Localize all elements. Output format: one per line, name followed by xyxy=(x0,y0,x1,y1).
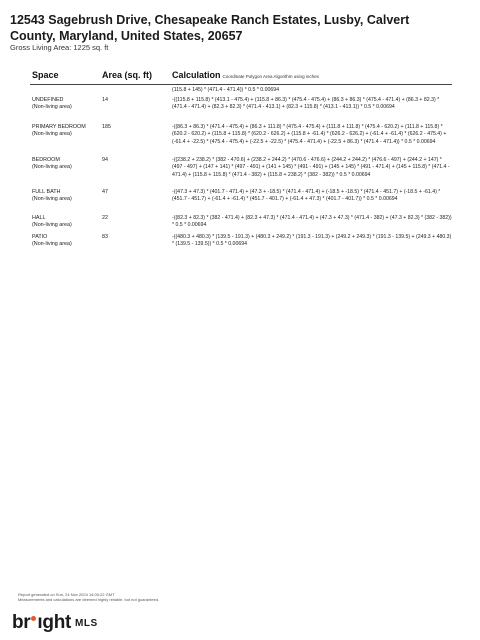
calculation-cell: -((115.8 + 115.8) * (413.1 - 475.4) + (115.8 + 86.3) * (475.4 - 475.4) + (86.3 + 86.3) * (475.4 - 471.4) + (86.3 + 82.3) * (471.4 - 471.4) + (82.3 + 82.3) * (471.4 - 413.1) + (82.3 + 115.8) * (413.1 - 413.1)) * 0.5 * 0.00694 xyxy=(172,97,440,111)
space-name: FULL BATH xyxy=(32,189,61,195)
space-subtype: (Non-living area) xyxy=(32,241,72,248)
space-name: UNDEFINED xyxy=(32,97,64,103)
area-cell: 47 xyxy=(102,189,108,195)
logo-i-stem: ı xyxy=(37,612,43,633)
space-name: PRIMARY BEDROOM xyxy=(32,124,86,130)
space-cell xyxy=(32,215,100,230)
bright-mls-logo xyxy=(12,612,98,634)
page-title: 12543 Sagebrush Drive, Chesapeake Ranch Estates, Lusby, Calvert County, Maryland, United States, 20657 xyxy=(10,13,410,43)
space-subtype: (Non-living area) xyxy=(32,131,72,138)
area-cell: 94 xyxy=(102,157,108,163)
continued-calculation: (115.8 + 145) * (471.4 - 471.4)) * 0.5 * 0.00694 xyxy=(172,87,280,93)
calculation-cell: -((238.2 + 238.2) * (382 - 470.6) + (238.2 + 244.2) * (470.6 - 476.6) + (244.2 + 244.2) * (476.6 - 497) + (244.2 + 147) * (497 - 497) + (147 + 141) * (497 - 491) + (141 + 145) * (491 - 491) + (145 + 145) * (491 - 471.4) + (145 + 115.8) * (471.4 - 471.4) + (115.8 + 115.8) * (471.4 - 382) + (115.8 + 238.2) * (382 - 382)) * 0.5 * 0.00694 xyxy=(172,157,450,178)
column-header-calculation-note: Coordinate Polygon Area Algorithm using inches xyxy=(222,74,319,79)
space-subtype: (Non-living area) xyxy=(32,164,72,171)
logo-text-start: br xyxy=(12,612,31,633)
space-name: BEDROOM xyxy=(32,157,60,163)
space-cell xyxy=(32,234,100,249)
gross-living-area: Gross Living Area: 1225 sq. ft xyxy=(10,43,109,52)
area-cell: 14 xyxy=(102,97,108,103)
space-subtype: (Non-living area) xyxy=(32,104,72,111)
calculation-cell: -((82.3 + 82.3) * (382 - 471.4) + (82.3 + 47.3) * (471.4 - 471.4) + (47.3 + 47.3) * (471.4 - 382) + (47.3 + 82.3) * (382 - 382)) * 0.5 * 0.00694 xyxy=(172,215,452,229)
calculation-cell: -((86.3 + 86.3) * (471.4 - 475.4) + (86.3 + 111.8) * (475.4 - 475.4) + (111.8 + 111.8) * (475.4 - 620.2) + (111.8 + 115.8) * (620.2 - 620.2) + (115.8 + 115.8) * (620.2 - 626.2) + (115.8 + -61.4) * (626.2 - 626.2) + (-61.4 + -61.4) * (626.2 - 475.4) + (-61.4 + -22.5) * (475.4 - 475.4) + (-22.5 + -22.5) * (475.4 - 471.4) + (-22.5 + 86.3) * (471.4 - 471.4)) * 0.5 * 0.00694 xyxy=(172,124,447,145)
column-header-calculation-label: Calculation xyxy=(172,70,221,80)
header-divider xyxy=(30,84,452,85)
calculation-cell: -((47.3 + 47.3) * (401.7 - 471.4) + (47.3 + -18.5) * (471.4 - 471.4) + (-18.5 + -18.5) * (471.4 - 451.7) + (-18.5 + -61.4) * (451.7 - 451.7) + (-61.4 + -61.4) * (451.7 - 401.7) + (-61.4 + 47.3) * (401.7 - 401.7)) * 0.5 * 0.00694 xyxy=(172,189,441,203)
area-cell: 22 xyxy=(102,215,108,221)
report-generated-note: Report generated on Sun, 24 Nov 2024 14:00:22 GMT xyxy=(18,592,115,597)
space-subtype: (Non-living area) xyxy=(32,222,72,229)
space-name: PATIO xyxy=(32,234,48,240)
space-cell xyxy=(32,124,100,139)
space-name: HALL xyxy=(32,215,46,221)
space-cell xyxy=(32,157,100,172)
space-cell xyxy=(32,97,100,112)
logo-i-dot xyxy=(31,616,36,621)
column-header-calculation xyxy=(172,70,319,80)
space-cell xyxy=(32,189,100,204)
area-cell: 83 xyxy=(102,234,108,240)
area-cell: 185 xyxy=(102,124,111,130)
logo-mls: MLS xyxy=(75,617,98,629)
calculation-cell: -((480.3 + 480.3) * (139.5 - 191.3) + (480.3 + 249.2) * (191.3 - 191.3) + (249.2 + 249.3) * (191.3 - 139.5) + (249.3 + 480.3) * (139.5 - 139.5)) * 0.5 * 0.00694 xyxy=(172,234,452,248)
logo-text-end: ght xyxy=(42,612,72,633)
report-footer xyxy=(18,592,159,602)
column-header-area: Area (sq. ft) xyxy=(102,70,153,80)
column-header-space: Space xyxy=(32,70,59,80)
space-subtype: (Non-living area) xyxy=(32,196,72,203)
reliability-disclaimer: Measurements and calculations are deemed highly reliable, but not guaranteed. xyxy=(18,597,160,602)
